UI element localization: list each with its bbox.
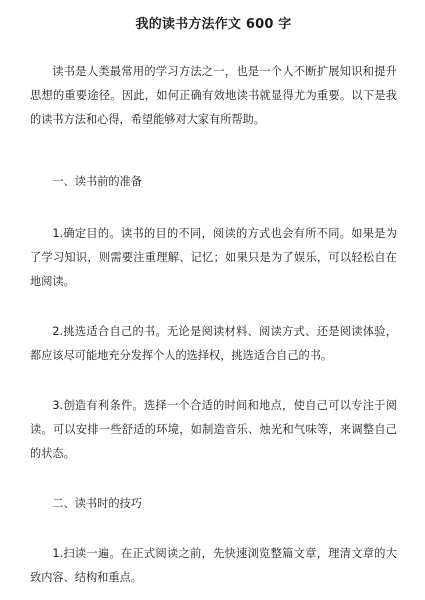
paragraph-skim-reading: 1.扫读一遍。在正式阅读之前，先快速浏览整篇文章，理清文章的大致内容、结构和重点。: [30, 547, 397, 584]
paragraph-determine-purpose: 1.确定目的。读书的目的不同，阅读的方式也会有所不同。如果是为了学习知识，则需要注重理解、记忆；如果只是为了娱乐，可以轻松自在地阅读。: [30, 227, 397, 288]
paragraph-create-conditions: 3.创造有利条件。选择一个合适的时间和地点，使自己可以专注于阅读。可以安排一些舒适的环境，如制造音乐、烛光和气味等，来调整自己的状态。: [30, 399, 397, 460]
paragraph-choose-books: 2.挑选适合自己的书。无论是阅读材料、阅读方式、还是阅读体验，都应该尽可能地充分发挥个人的选择权，挑选适合自己的书。: [30, 325, 397, 362]
section-heading-techniques: 二、读书时的技巧: [52, 497, 142, 510]
document-title: 我的读书方法作文 600 字: [135, 17, 292, 32]
intro-paragraph: 读书是人类最常用的学习方法之一，也是一个人不断扩展知识和提升思想的重要途径。因此，如何正确有效地读书就显得尤为重要。以下是我的读书方法和心得，希望能够对大家有所帮助。: [30, 65, 397, 126]
section-heading-preparation: 一、读书前的准备: [52, 175, 142, 188]
